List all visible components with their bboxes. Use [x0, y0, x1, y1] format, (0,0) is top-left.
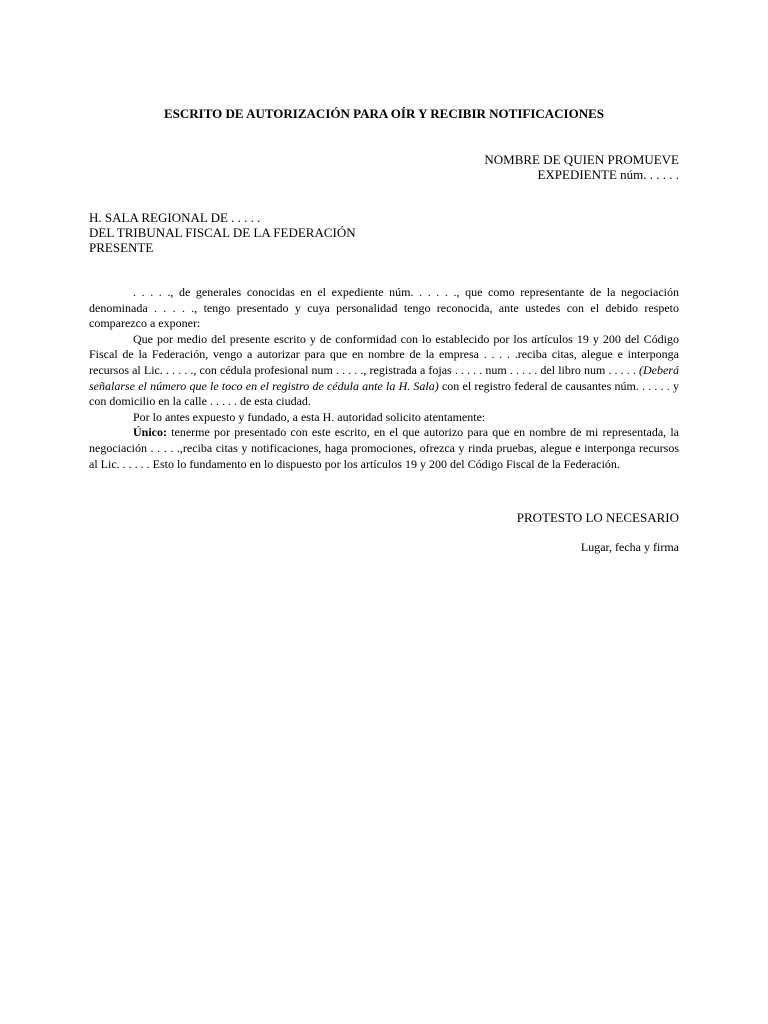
- paragraph-2-text-a: Que por medio del presente escrito y de conformidad con lo establecido por los artículos 19 y 200 del Código Fiscal de la Federación, vengo a autorizar para que en nombre de la empresa . . . . .reciba citas, alegue e interponga recursos al Lic. . . . . ., con cédula profesional num . . . . ., registrada a fojas . . . . . num . . . . . del libro num . . . . .: [89, 331, 679, 377]
- paragraph-3: Por lo antes expuesto y fundado, a esta H. autoridad solicito atentamente:: [133, 409, 486, 424]
- document-body: [89, 285, 679, 472]
- paragraph-4-text: tenerme por presentado con este escrito, en el que autorizo para que en nombre de mi representada, la negociación . . . . .,reciba citas y notificaciones, haga promociones, ofrezca y rinda pruebas, alegue e interponga recursos al Lic. . . . . . Esto lo fundamento en lo dispuesto por los artículos 19 y 200 del Código Fiscal de la Federación.: [89, 425, 679, 471]
- paragraph-4: [89, 425, 679, 472]
- paragraph-4-label: Único:: [133, 425, 167, 440]
- case-header: [484, 152, 679, 182]
- paragraph-1: . . . . ., de generales conocidas en el expediente núm. . . . . ., que como representante de la negociación denominada . . . . ., tengo presentado y cuya personalidad tengo reconocida, ante ustedes con el debido respeto comparezco a exponer:: [89, 285, 679, 331]
- promovente-name: NOMBRE DE QUIEN PROMUEVE: [484, 152, 679, 167]
- closing-statement: PROTESTO LO NECESARIO: [516, 510, 679, 525]
- addressee-line-3: PRESENTE: [89, 240, 154, 255]
- case-number: EXPEDIENTE núm. . . . . .: [537, 167, 679, 182]
- document-title: ESCRITO DE AUTORIZACIÓN PARA OÍR Y RECIBIR NOTIFICACIONES: [163, 106, 605, 121]
- signature-line: Lugar, fecha y firma: [580, 540, 679, 554]
- paragraph-2-text-b: con el registro federal de causantes núm. . . . . . y con domicilio en la calle . . . . . de esta ciudad.: [89, 378, 679, 409]
- paragraph-2: [89, 332, 679, 410]
- paragraph-2-italic-note: (Deberá señalarse el número que le toco en el registro de cédula ante la H. Sala): [89, 362, 679, 393]
- addressee-block: [89, 210, 356, 255]
- addressee-line-1: H. SALA REGIONAL DE . . . . .: [89, 210, 261, 225]
- addressee-line-2: DEL TRIBUNAL FISCAL DE LA FEDERACIÓN: [89, 225, 356, 240]
